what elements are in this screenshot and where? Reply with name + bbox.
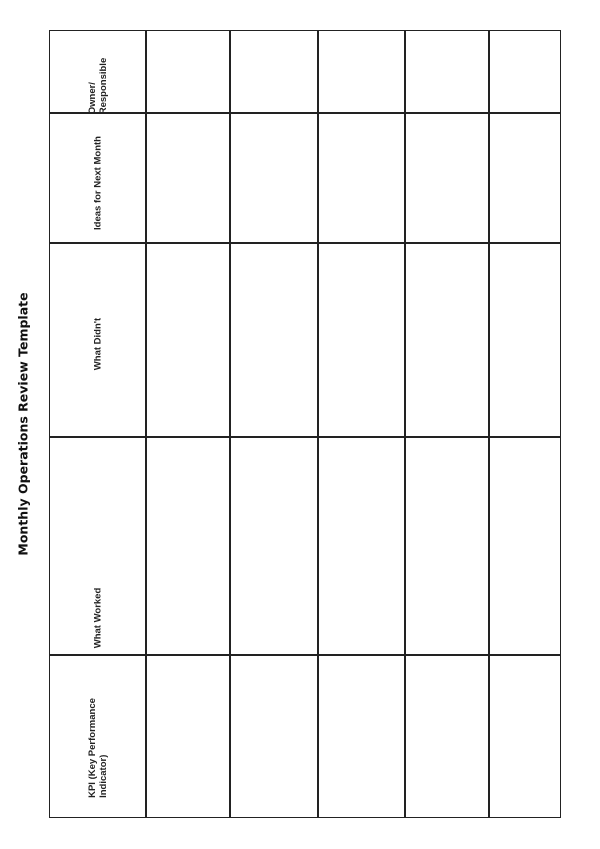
- header-kpi: KPI (Key Performance Indicator): [87, 698, 109, 798]
- grid-line: [229, 30, 231, 818]
- table-border: [49, 30, 561, 818]
- page-title: Monthly Operations Review Template: [15, 292, 31, 556]
- grid-line: [404, 30, 406, 818]
- grid-line: [49, 436, 561, 438]
- grid-line: [49, 242, 561, 244]
- header-what-didnt: What Didn't: [92, 317, 104, 371]
- header-what-worked: What Worked: [92, 587, 104, 649]
- header-ideas-for-next-month: Ideas for Next Month: [92, 136, 104, 230]
- grid-line: [49, 112, 561, 114]
- grid-line: [145, 30, 147, 818]
- header-owner-responsible: Owner/ Responsible: [87, 57, 109, 115]
- grid-line: [488, 30, 490, 818]
- grid-line: [317, 30, 319, 818]
- grid-line: [49, 654, 561, 656]
